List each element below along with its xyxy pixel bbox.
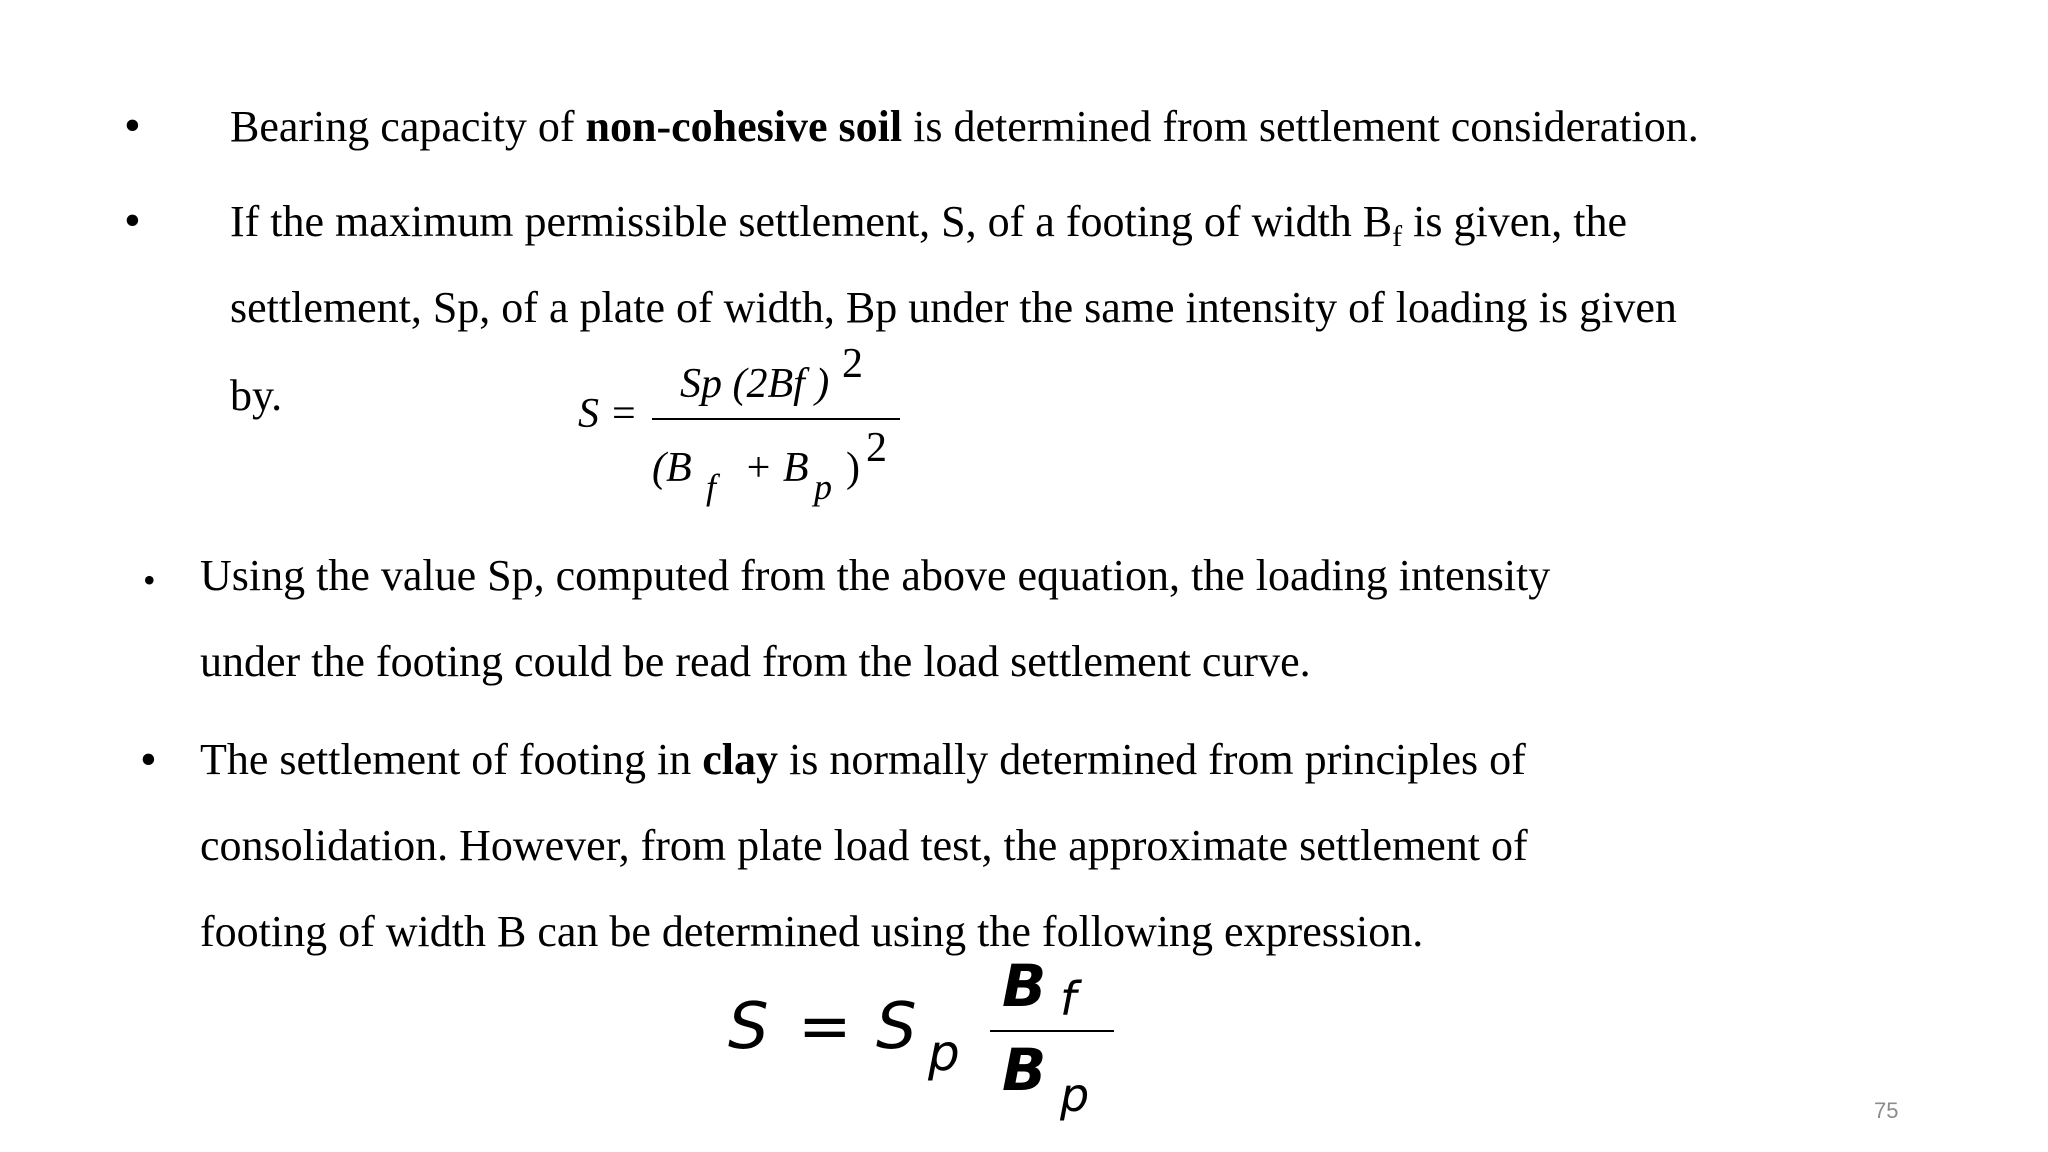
bullet-dot: • <box>124 194 141 247</box>
eq1-lhs: S <box>578 391 599 437</box>
bullet-4-l1-post: is normally determined from principles of <box>777 735 1526 784</box>
bullet-3-line-2: under the footing could be read from the load settlement curve. <box>200 637 1311 686</box>
bullet-4-line-3: footing of width B can be determined using the following expression. <box>200 907 1424 956</box>
eq2-rhs-sub: p <box>928 1024 960 1082</box>
eq2-fraction-bar <box>990 1030 1114 1034</box>
eq2-lhs: S <box>728 990 769 1064</box>
bullet-1-pre: Bearing capacity of <box>230 102 586 151</box>
bullet-1-text <box>230 101 1699 153</box>
eq1-den-open: (B <box>652 445 692 491</box>
eq1-den-sub-1: f <box>706 467 717 507</box>
bullet-1-post: is determined from settlement consideration. <box>902 102 1699 151</box>
bullet-4-l1-bold: clay <box>702 735 778 784</box>
bullet-2-l1-pre: If the maximum permissible settlement, S, of a footing of width B <box>230 197 1393 246</box>
eq1-numerator: Sp (2Bf ) <box>680 361 830 407</box>
eq2-denominator-main: B <box>1002 1036 1047 1104</box>
eq2-equals: = <box>798 990 852 1064</box>
eq1-num-exponent: 2 <box>842 341 863 387</box>
eq1-fraction-bar <box>652 418 900 422</box>
bullet-2-l1-post: is given, the <box>1402 197 1628 246</box>
eq1-den-sub-2: p <box>814 467 832 507</box>
eq2-numerator-sub: f <box>1060 972 1077 1026</box>
bullet-4-l1-pre: The settlement of footing in <box>200 735 703 784</box>
eq2-numerator-main: B <box>1002 952 1047 1020</box>
bullet-2-line-2: settlement, Sp, of a plate of width, Bp under the same intensity of loading is given <box>230 283 1677 332</box>
bullet-2-l1-sub: f <box>1392 220 1403 253</box>
bullet-3-line-1: Using the value Sp, computed from the above equation, the loading intensity <box>200 551 1551 600</box>
bullet-4-line-2: consolidation. However, from plate load test, the approximate settlement of <box>200 821 1528 870</box>
eq1-den-close: ) <box>846 445 860 491</box>
bullet-1-bold: non-cohesive soil <box>585 102 903 151</box>
eq2-rhs-main: S <box>876 990 917 1064</box>
eq1-equals: = <box>612 391 636 437</box>
eq1-den-exponent: 2 <box>866 425 887 471</box>
page-number: 75 <box>1874 1098 1899 1123</box>
bullet-2-line-1 <box>230 196 1628 253</box>
bullet-dot: • <box>140 733 157 786</box>
bullet-dot: • <box>143 560 156 600</box>
bullet-2-line-3: by. <box>230 371 283 420</box>
eq2-denominator-sub: p <box>1060 1068 1090 1122</box>
eq1-den-plus: + B <box>744 445 809 491</box>
bullet-dot: • <box>124 99 141 152</box>
bullet-4-line-1 <box>200 734 1526 786</box>
